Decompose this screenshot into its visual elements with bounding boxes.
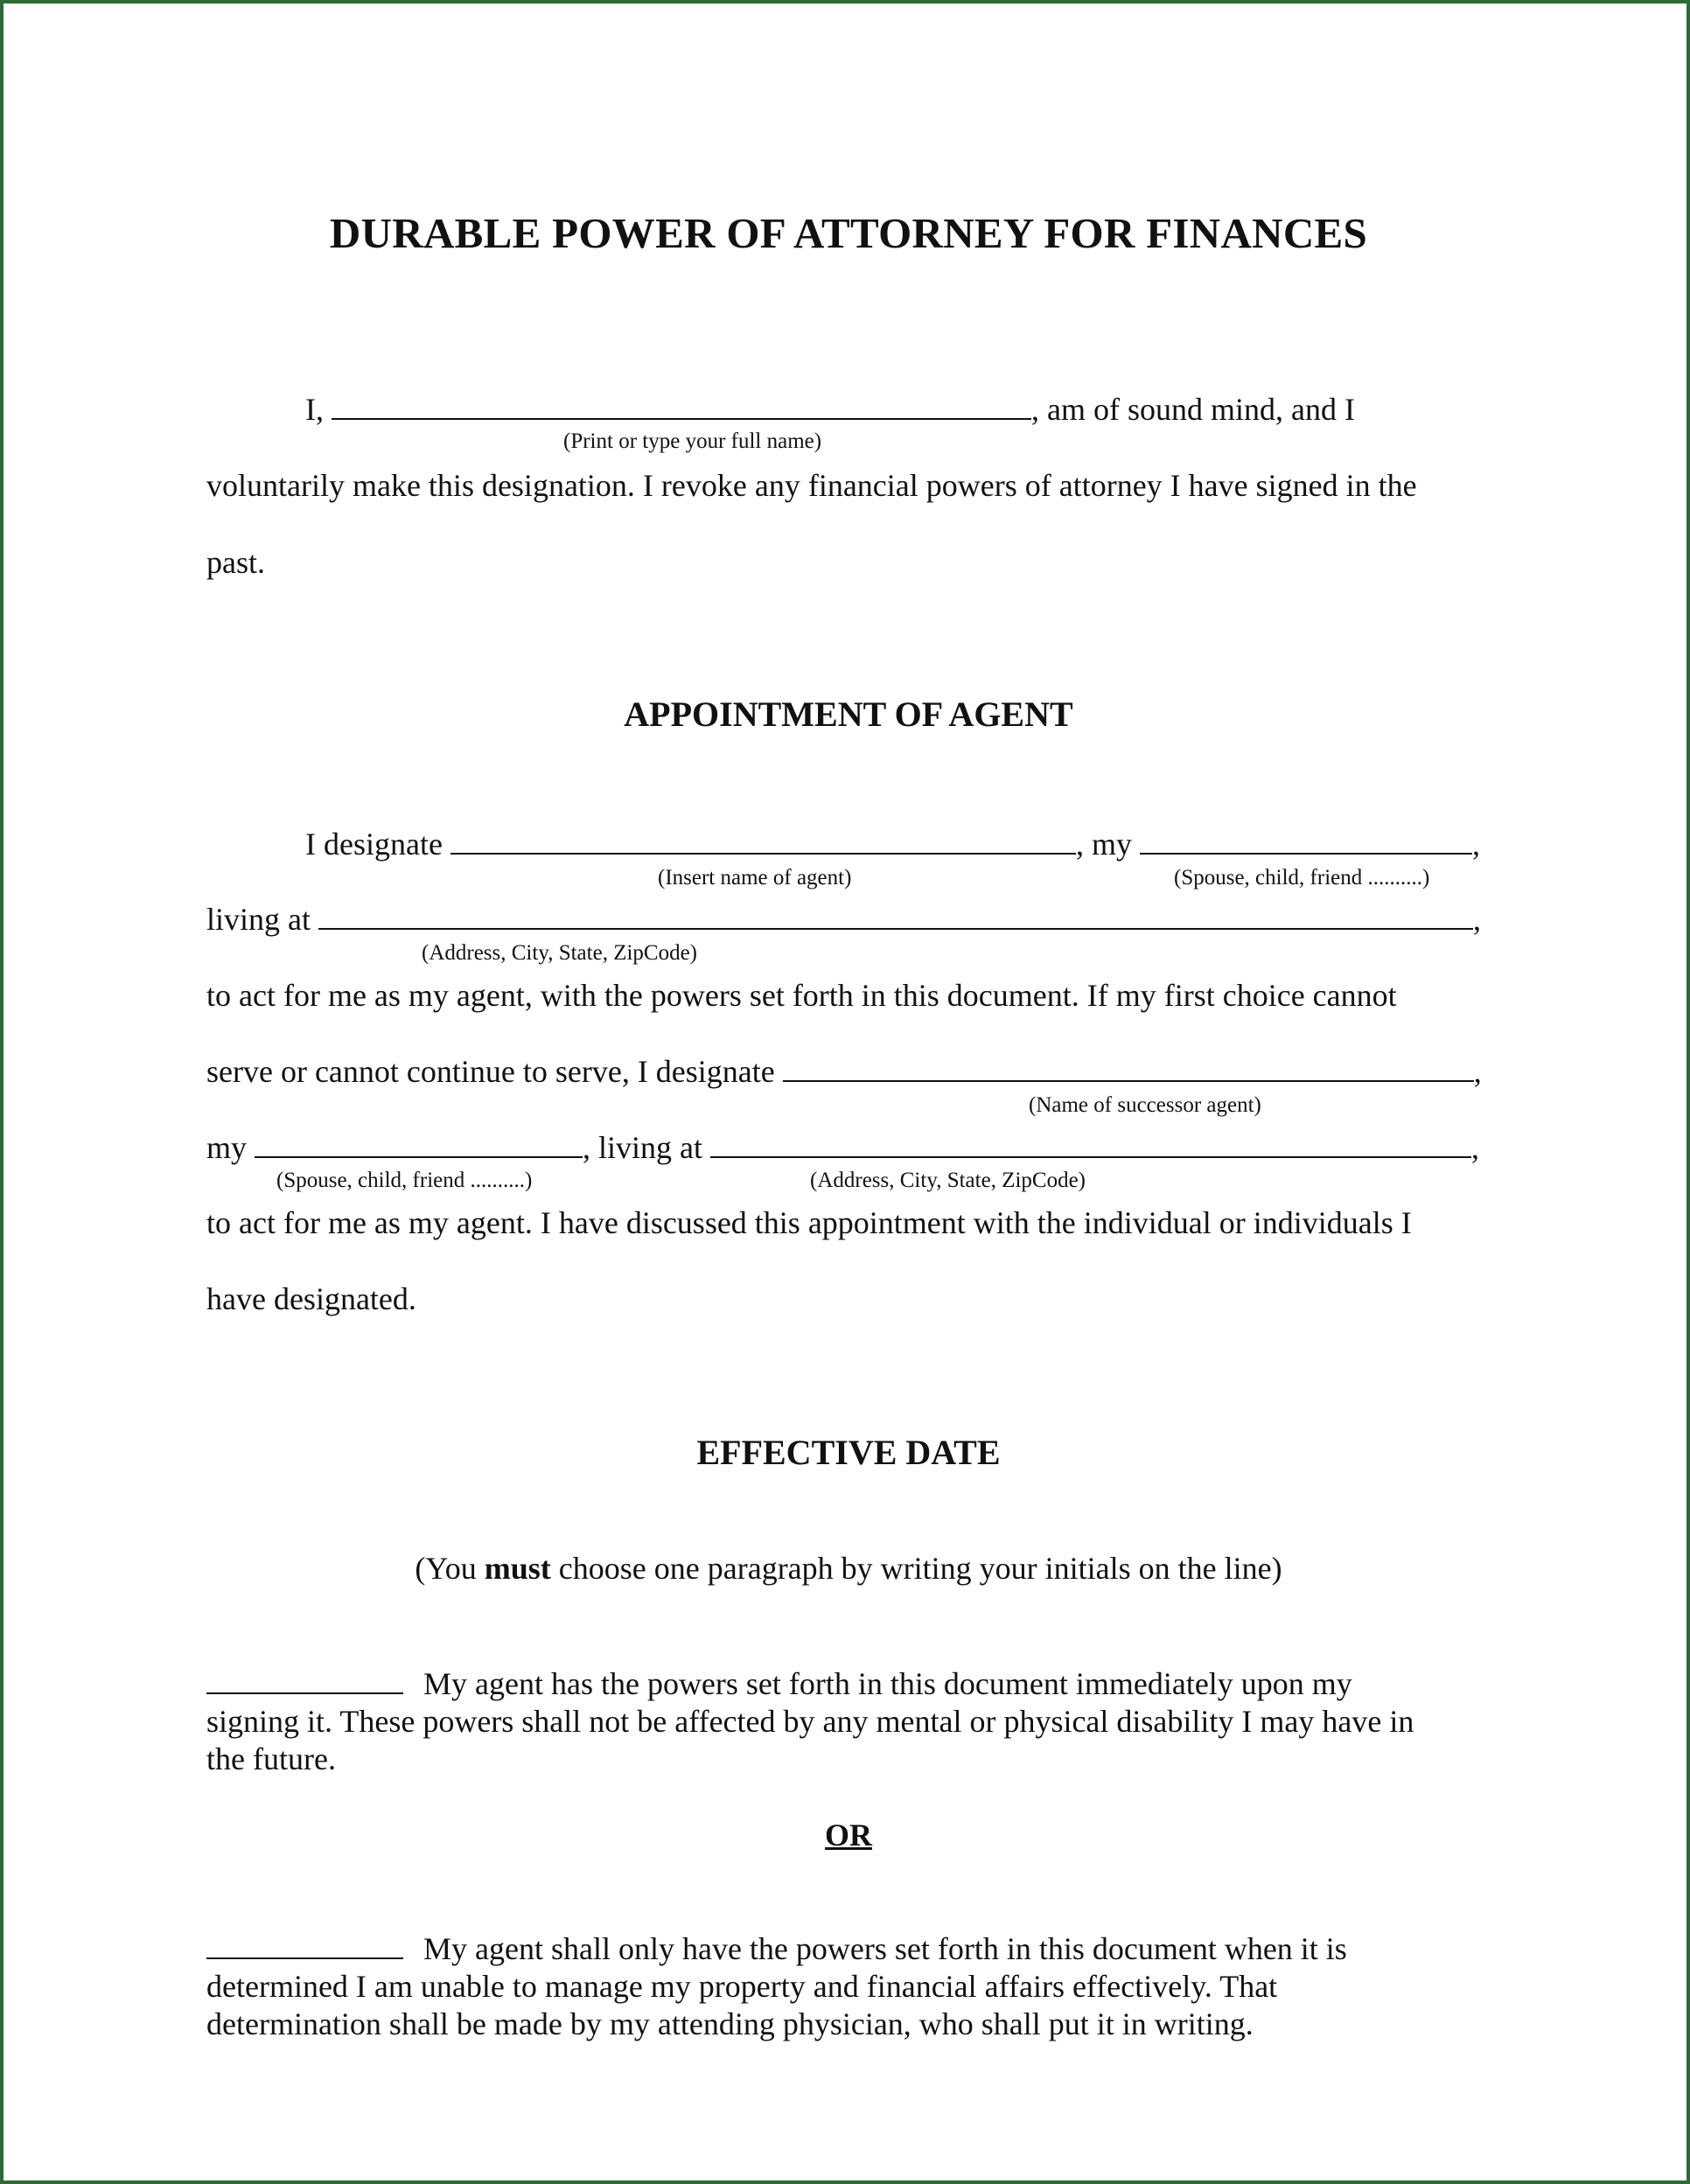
intro-line-2: voluntarily make this designation. I revoke any financial powers of attorney I have signed in the	[206, 468, 1417, 503]
option2-line-3: determination shall be made by my attending physician, who shall put it in writing.	[206, 2006, 1254, 2041]
instruction-must: must	[484, 1551, 551, 1586]
option1-text-1: My agent has the powers set forth in this document immediately upon my	[423, 1666, 1352, 1701]
comma: ,	[1471, 1130, 1480, 1165]
instruction-line	[3, 1550, 1690, 1587]
successor-address-caption: (Address, City, State, ZipCode)	[810, 1169, 1086, 1192]
instruction-post: choose one paragraph by writing your initials on the line)	[550, 1551, 1282, 1586]
comma: ,	[1473, 902, 1481, 937]
full-name-caption: (Print or type your full name)	[563, 429, 822, 453]
successor-line	[206, 1053, 1482, 1090]
designated-line: have designated.	[206, 1281, 416, 1316]
my-label: my	[206, 1130, 248, 1165]
option1-line-2: signing it. These powers shall not be affected by any mental or physical disability I may have in	[206, 1704, 1414, 1739]
option1-line-3: the future.	[206, 1741, 336, 1776]
agent-address-caption: (Address, City, State, ZipCode)	[422, 941, 698, 965]
living-at-label: living at	[206, 902, 311, 937]
option2-text-1: My agent shall only have the powers set forth in this document when it is	[423, 1931, 1347, 1966]
agent-name-caption: (Insert name of agent)	[658, 866, 852, 890]
option1-line-1	[206, 1665, 1352, 1702]
successor-relation-caption: (Spouse, child, friend ..........)	[276, 1169, 533, 1192]
instruction-pre: (You	[415, 1551, 485, 1586]
successor-name-field[interactable]	[783, 1054, 1474, 1082]
intro-suffix: , am of sound mind, and I	[1031, 392, 1355, 427]
full-name-field[interactable]	[332, 392, 1031, 420]
living-at-line	[206, 901, 1481, 938]
document-title: DURABLE POWER OF ATTORNEY FOR FINANCES	[329, 209, 1368, 257]
option2-initials-field[interactable]	[206, 1931, 403, 1959]
option2-line-1	[206, 1930, 1347, 1967]
successor-relation-line	[206, 1129, 1479, 1166]
designate-prefix: I designate	[305, 827, 443, 862]
my-text: , my	[1075, 827, 1132, 862]
intro-line-1	[305, 391, 1355, 428]
designate-line	[305, 826, 1480, 862]
successor-relation-field[interactable]	[255, 1130, 583, 1158]
appointment-heading: APPOINTMENT OF AGENT	[624, 694, 1073, 734]
option1-initials-field[interactable]	[206, 1666, 403, 1694]
option2-line-2: determined I am unable to manage my property and financial affairs effectively. That	[206, 1969, 1278, 2004]
living-at-mid: , living at	[583, 1130, 703, 1165]
comma: ,	[1473, 1054, 1482, 1089]
successor-address-field[interactable]	[710, 1130, 1471, 1158]
effective-date-heading: EFFECTIVE DATE	[696, 1433, 1001, 1472]
agent-name-field[interactable]	[450, 827, 1076, 855]
agent-relation-field[interactable]	[1140, 827, 1472, 855]
intro-prefix: I,	[305, 392, 324, 427]
successor-prefix: serve or cannot continue to serve, I designate	[206, 1054, 775, 1089]
or-separator: OR	[825, 1818, 872, 1853]
agent-relation-caption: (Spouse, child, friend ..........)	[1174, 866, 1430, 890]
comma: ,	[1471, 827, 1480, 862]
agent-address-field[interactable]	[318, 902, 1473, 930]
successor-name-caption: (Name of successor agent)	[1029, 1093, 1261, 1117]
discussed-line: to act for me as my agent. I have discussed this appointment with the individual or individuals I	[206, 1205, 1412, 1240]
intro-line-3: past.	[206, 545, 265, 580]
act-line: to act for me as my agent, with the powers set forth in this document. If my first choice cannot	[206, 978, 1397, 1013]
